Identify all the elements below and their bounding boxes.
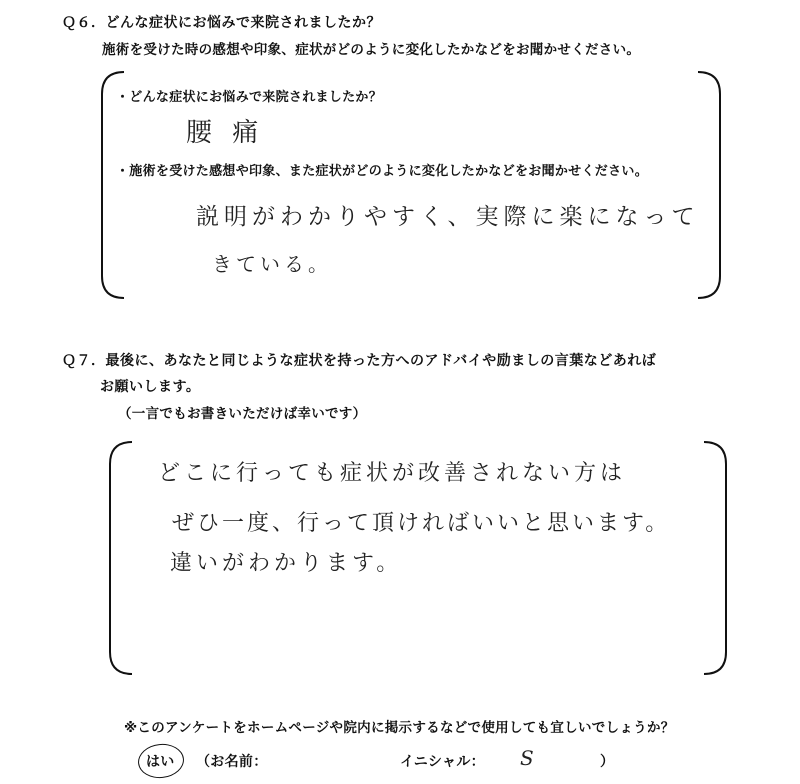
consent-yes-option[interactable]: はい (146, 754, 175, 770)
q6-prompt-impression: ・施術を受けた感想や印象、また症状がどのように変化したかなどをお聞かせください。 (116, 164, 649, 179)
initial-value[interactable]: S (520, 746, 534, 770)
q6-box-right-bracket (694, 70, 724, 302)
q6-answer-impression-line2: きている。 (212, 252, 332, 276)
q7-title-line2: お願いします。 (100, 379, 201, 395)
q6-subtitle: 施術を受けた時の感想や印象、症状がどのように変化したかなどをお聞かせください。 (102, 42, 641, 58)
q7-box-right-bracket (700, 440, 730, 678)
q7-note: （一言でもお書きいただけば幸いです） (118, 406, 367, 422)
q7-box-left-bracket (106, 440, 136, 678)
initial-label: イニシャル： (400, 754, 485, 770)
q6-prompt-symptom: ・どんな症状にお悩みで来院されましたか？ (116, 90, 383, 105)
q7-answer-line3: 違いがわかります。 (170, 551, 403, 576)
q6-title: Ｑ６．どんな症状にお悩みで来院されましたか？ (62, 15, 381, 31)
consent-question: ※このアンケートをホームページや院内に掲示するなどで使用しても宜しいでしょうか？ (124, 720, 675, 736)
q7-title: Ｑ７．最後に、あなたと同じような症状を持った方へのアドバイや励ましの言葉などあれば (62, 353, 657, 369)
q7-answer-line2: ぜひ一度、行って頂ければいいと思います。 (172, 511, 671, 536)
close-paren: ） (600, 754, 615, 770)
q6-answer-symptom: 腰 痛 (186, 118, 265, 148)
q7-answer-line1: どこに行っても症状が改善されない方は (158, 461, 627, 486)
name-label: （お名前： (196, 754, 268, 770)
q6-answer-impression-line1: 説明がわかりやすく、実際に楽になって (196, 204, 700, 230)
